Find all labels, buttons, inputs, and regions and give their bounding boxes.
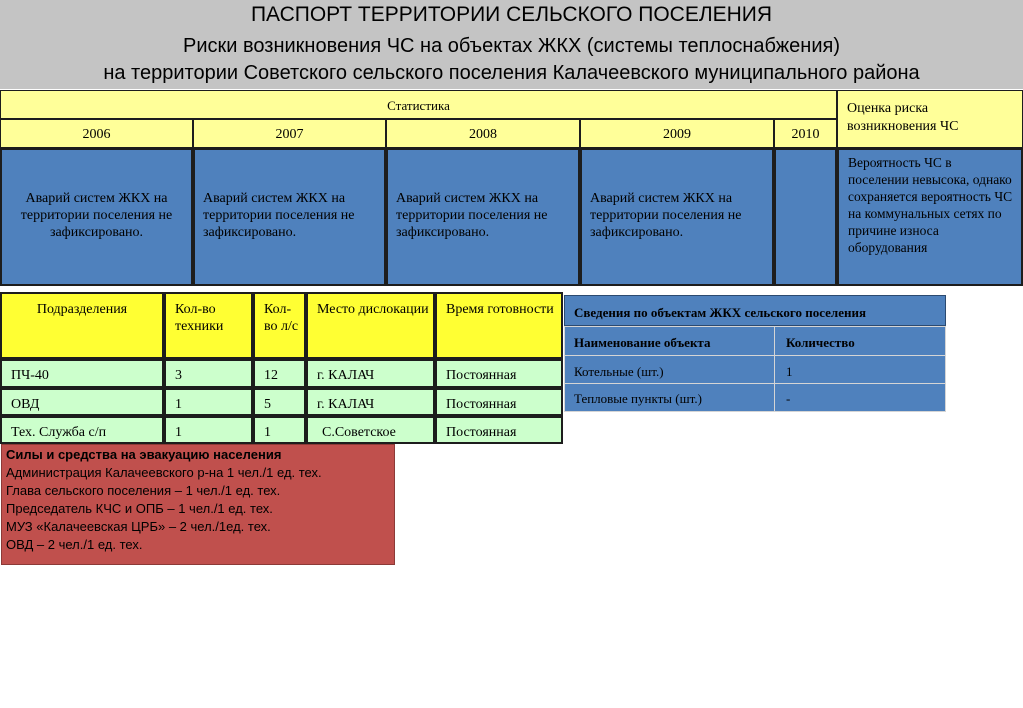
- accidents-2009: Аварий систем ЖКХ на территории поселения не зафиксировано.: [580, 148, 774, 286]
- units-row-3-equipment: 1: [164, 416, 253, 444]
- evacuation-line-5: ОВД – 2 чел./1 ед. тех.: [6, 537, 143, 552]
- units-row-1-subdivision: ПЧ-40: [0, 359, 164, 388]
- objects-row-2-count: -: [775, 384, 946, 412]
- risk-assessment-value: Вероятность ЧС в поселении невысока, однако сохраняется вероятность ЧС на коммунальных сетях по причине износа оборудования: [837, 148, 1023, 286]
- units-header-staff: Кол-во л/с: [253, 292, 306, 359]
- objects-header-count: Количество: [775, 326, 946, 355]
- units-row-2-location: г. КАЛАЧ: [306, 388, 435, 416]
- accidents-2006: Аварий систем ЖКХ на территории поселения не зафиксировано.: [0, 148, 193, 286]
- units-row-3-location: С.Советское: [306, 416, 435, 444]
- page-title: ПАСПОРТ ТЕРРИТОРИИ СЕЛЬСКОГО ПОСЕЛЕНИЯ: [250, 3, 773, 26]
- accidents-2010: [774, 148, 837, 286]
- units-row-1-readiness: Постоянная: [435, 359, 563, 388]
- year-2007: 2007: [193, 119, 386, 148]
- evacuation-panel: [1, 444, 395, 565]
- objects-row-2-name: Тепловые пункты (шт.): [564, 384, 775, 412]
- units-row-1-equipment: 3: [164, 359, 253, 388]
- units-row-2-equipment: 1: [164, 388, 253, 416]
- units-header-location: Место дислокации: [306, 292, 435, 359]
- evacuation-line-2: Глава сельского поселения – 1 чел./1 ед. тех.: [6, 483, 281, 498]
- units-row-3-readiness: Постоянная: [435, 416, 563, 444]
- evacuation-line-4: МУЗ «Калачеевская ЦРБ» – 2 чел./1ед. тех.: [6, 519, 271, 534]
- year-2006: 2006: [0, 119, 193, 148]
- page-header: [0, 0, 1023, 89]
- units-row-1-location: г. КАЛАЧ: [306, 359, 435, 388]
- units-row-2-readiness: Постоянная: [435, 388, 563, 416]
- page-subtitle: Риски возникновения ЧС на объектах ЖКХ (системы теплоснабжения): [182, 35, 840, 57]
- evacuation-title: Силы и средства на эвакуацию населения: [6, 447, 282, 462]
- accidents-2007: Аварий систем ЖКХ на территории поселения не зафиксировано.: [193, 148, 386, 286]
- units-header-readiness: Время готовности: [435, 292, 563, 359]
- accidents-2008: Аварий систем ЖКХ на территории поселения не зафиксировано.: [386, 148, 580, 286]
- year-2008: 2008: [386, 119, 580, 148]
- objects-title: Сведения по объектам ЖКХ сельского поселения: [564, 295, 946, 326]
- units-row-3-subdivision: Тех. Служба с/п: [0, 416, 164, 444]
- risk-assessment-header: Оценка риска возникновения ЧС: [837, 90, 1023, 148]
- units-header-subdivision: Подразделения: [0, 292, 164, 359]
- evacuation-line-1: Администрация Калачеевского р-на 1 чел./1 ед. тех.: [6, 465, 322, 480]
- objects-header-name: Наименование объекта: [564, 326, 775, 355]
- objects-row-1-count: 1: [775, 355, 946, 384]
- statistics-title: Статистика: [0, 90, 837, 119]
- evacuation-line-3: Председатель КЧС и ОПБ – 1 чел./1 ед. тех.: [6, 501, 273, 516]
- page-subtitle-territory: на территории Советского сельского поселения Калачеевского муниципального района: [103, 62, 920, 84]
- units-header-equipment: Кол-во техники: [164, 292, 253, 359]
- objects-row-1-name: Котельные (шт.): [564, 355, 775, 384]
- units-row-1-staff: 12: [253, 359, 306, 388]
- year-2009: 2009: [580, 119, 774, 148]
- year-2010: 2010: [774, 119, 837, 148]
- units-row-2-staff: 5: [253, 388, 306, 416]
- units-row-3-staff: 1: [253, 416, 306, 444]
- units-row-2-subdivision: ОВД: [0, 388, 164, 416]
